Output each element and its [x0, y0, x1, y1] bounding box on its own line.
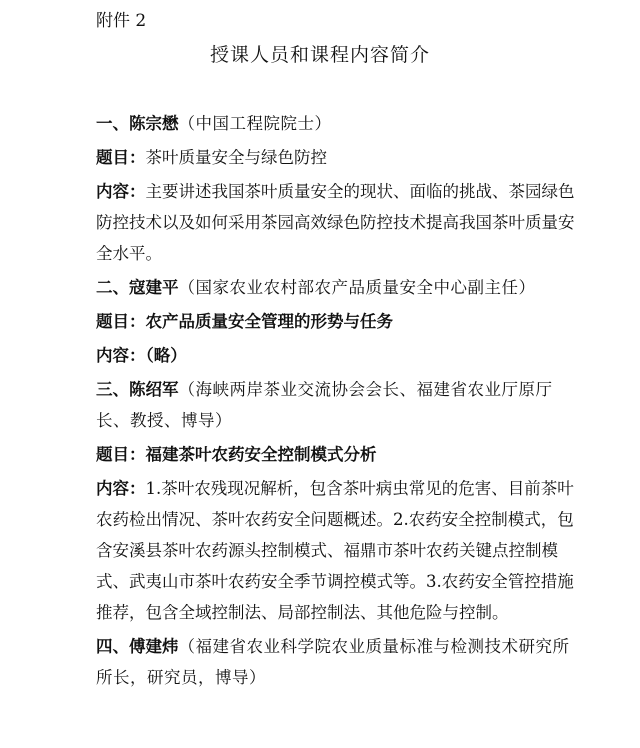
speaker-name: 四、傅建炜 [96, 637, 179, 656]
speaker-heading [96, 374, 580, 436]
speaker-heading [96, 631, 580, 693]
content-label: 内容： [96, 346, 146, 365]
speaker-affiliation: （中国工程院院士） [178, 114, 332, 133]
topic-label: 题目： [96, 312, 146, 331]
topic-text: 茶叶质量安全与绿色防控 [145, 148, 327, 167]
page-title: 授课人员和课程内容简介 [209, 44, 430, 66]
topic-text: 农产品质量安全管理的形势与任务 [145, 312, 393, 331]
speaker-heading [96, 108, 580, 139]
content-paragraph [96, 473, 580, 628]
topic-line [96, 142, 580, 173]
speaker-affiliation: （福建省农业科学院农业质量标准与检测技术研究所所长，研究员，博导） [96, 637, 570, 687]
topic-label: 题目： [96, 445, 146, 464]
speaker-affiliation: （国家农业农村部农产品质量安全中心副主任） [178, 278, 536, 297]
annex-label: 附件 2 [96, 11, 147, 31]
document-body [96, 108, 580, 693]
topic-line [96, 306, 580, 337]
content-text: 主要讲述我国茶叶质量安全的现状、面临的挑战、茶园绿色防控技术以及如何采用茶园高效绿色防控技术提高我国茶叶质量安全水平。 [96, 182, 575, 263]
topic-label: 题目： [96, 148, 146, 167]
content-text: 1.茶叶农残现况解析，包含茶叶病虫常见的危害、目前茶叶农药检出情况、茶叶农药安全问题概述。2.农药安全控制模式，包含安溪县茶叶农药源头控制模式、福鼎市茶叶农药关键点控制模式、武夷山市茶叶农药安全季节调控模式等。3.农药安全管控措施推荐，包含全域控制法、局部控制法、其他危险与控制。 [96, 479, 574, 622]
speaker-name: 二、寇建平 [96, 278, 179, 297]
speaker-name: 三、陈绍军 [96, 380, 179, 399]
content-label: 内容： [96, 479, 146, 498]
topic-line [96, 439, 580, 470]
content-text: （略） [145, 346, 187, 365]
speaker-heading [96, 272, 580, 303]
speaker-affiliation: （海峡两岸茶业交流协会会长、福建省农业厅原厅长、教授、博导） [96, 380, 553, 430]
content-label: 内容： [96, 182, 146, 201]
content-paragraph [96, 340, 580, 371]
speaker-name: 一、陈宗懋 [96, 114, 179, 133]
content-paragraph [96, 176, 580, 269]
topic-text: 福建茶叶农药安全控制模式分析 [145, 445, 377, 464]
